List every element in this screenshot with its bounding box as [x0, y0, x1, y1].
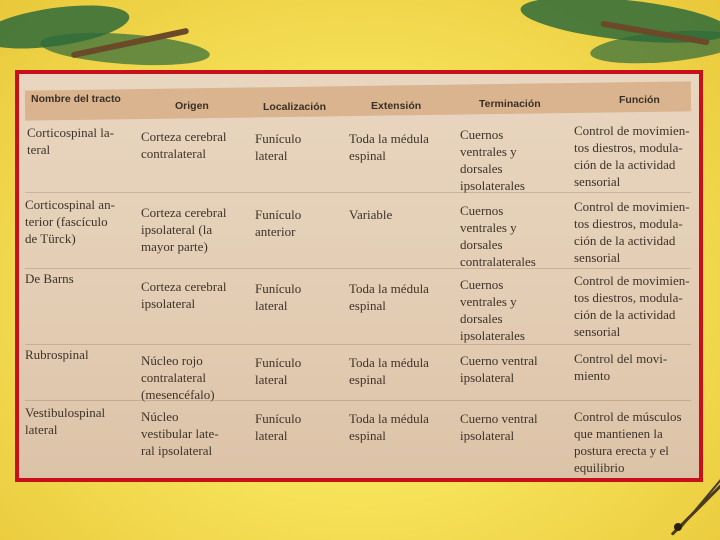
cell-origen: Corteza cerebral ipsolateral: [141, 279, 227, 311]
row-divider: [25, 400, 691, 401]
header-funcion: Función: [619, 94, 660, 106]
header-nombre: Nombre del tracto: [31, 93, 121, 105]
row-divider: [25, 192, 691, 193]
table-header-band: [25, 81, 691, 120]
cell-localizacion: Funículo lateral: [255, 411, 302, 443]
cell-extension: Toda la médula espinal: [349, 281, 429, 313]
cell-nombre: De Barns: [25, 271, 74, 286]
cell-terminacion: Cuernos ventrales y dorsales ipsolaterales: [460, 277, 525, 343]
cell-extension: Variable: [349, 207, 393, 222]
cell-extension: Toda la médula espinal: [349, 411, 429, 443]
cell-origen: Núcleo rojo contralateral (mesencéfalo): [141, 353, 215, 402]
header-terminacion: Terminación: [479, 98, 541, 110]
cell-nombre: Corticospinal la- teral: [27, 125, 115, 157]
cell-terminacion: Cuernos ventrales y dorsales contralaterales: [460, 203, 536, 269]
header-origen: Origen: [175, 100, 209, 112]
cell-extension: Toda la médula espinal: [349, 355, 429, 387]
cell-origen: Corteza cerebral ipsolateral (la mayor parte): [141, 205, 227, 254]
cell-origen: Núcleo vestibular late- ral ipsolateral: [141, 409, 219, 458]
cell-localizacion: Funículo lateral: [255, 355, 302, 387]
table-photo: [19, 74, 699, 478]
cell-funcion: Control del movi- miento: [574, 351, 668, 383]
row-divider: [25, 344, 691, 345]
cell-nombre: Rubrospinal: [25, 347, 89, 362]
cell-localizacion: Funículo lateral: [255, 281, 302, 313]
cell-funcion: Control de movimien- tos diestros, modula- ción de la actividad sensorial: [574, 273, 690, 339]
cell-terminacion: Cuerno ventral ipsolateral: [460, 353, 538, 385]
brush-tip: [674, 523, 682, 531]
cell-localizacion: Funículo lateral: [255, 131, 302, 163]
cell-funcion: Control de movimien- tos diestros, modula- ción de la actividad sensorial: [574, 123, 690, 189]
cell-nombre: Corticospinal an- terior (fascículo de Türck): [25, 197, 115, 246]
header-extension: Extensión: [371, 100, 422, 112]
cell-extension: Toda la médula espinal: [349, 131, 429, 163]
cell-localizacion: Funículo anterior: [255, 207, 302, 239]
photo-frame: [15, 70, 703, 482]
cell-funcion: Control de músculos que mantienen la postura erecta y el equilibrio: [574, 409, 682, 475]
row-divider: [25, 268, 691, 269]
cell-terminacion: Cuerno ventral ipsolateral: [460, 411, 538, 443]
cell-origen: Corteza cerebral contralateral: [141, 129, 227, 161]
cell-terminacion: Cuernos ventrales y dorsales ipsolaterales: [460, 127, 525, 193]
cell-funcion: Control de movimien- tos diestros, modula- ción de la actividad sensorial: [574, 199, 690, 265]
pine-foliage: [39, 28, 211, 70]
cell-nombre: Vestibulospinal lateral: [25, 405, 106, 437]
header-localizacion: Localización: [263, 101, 327, 113]
